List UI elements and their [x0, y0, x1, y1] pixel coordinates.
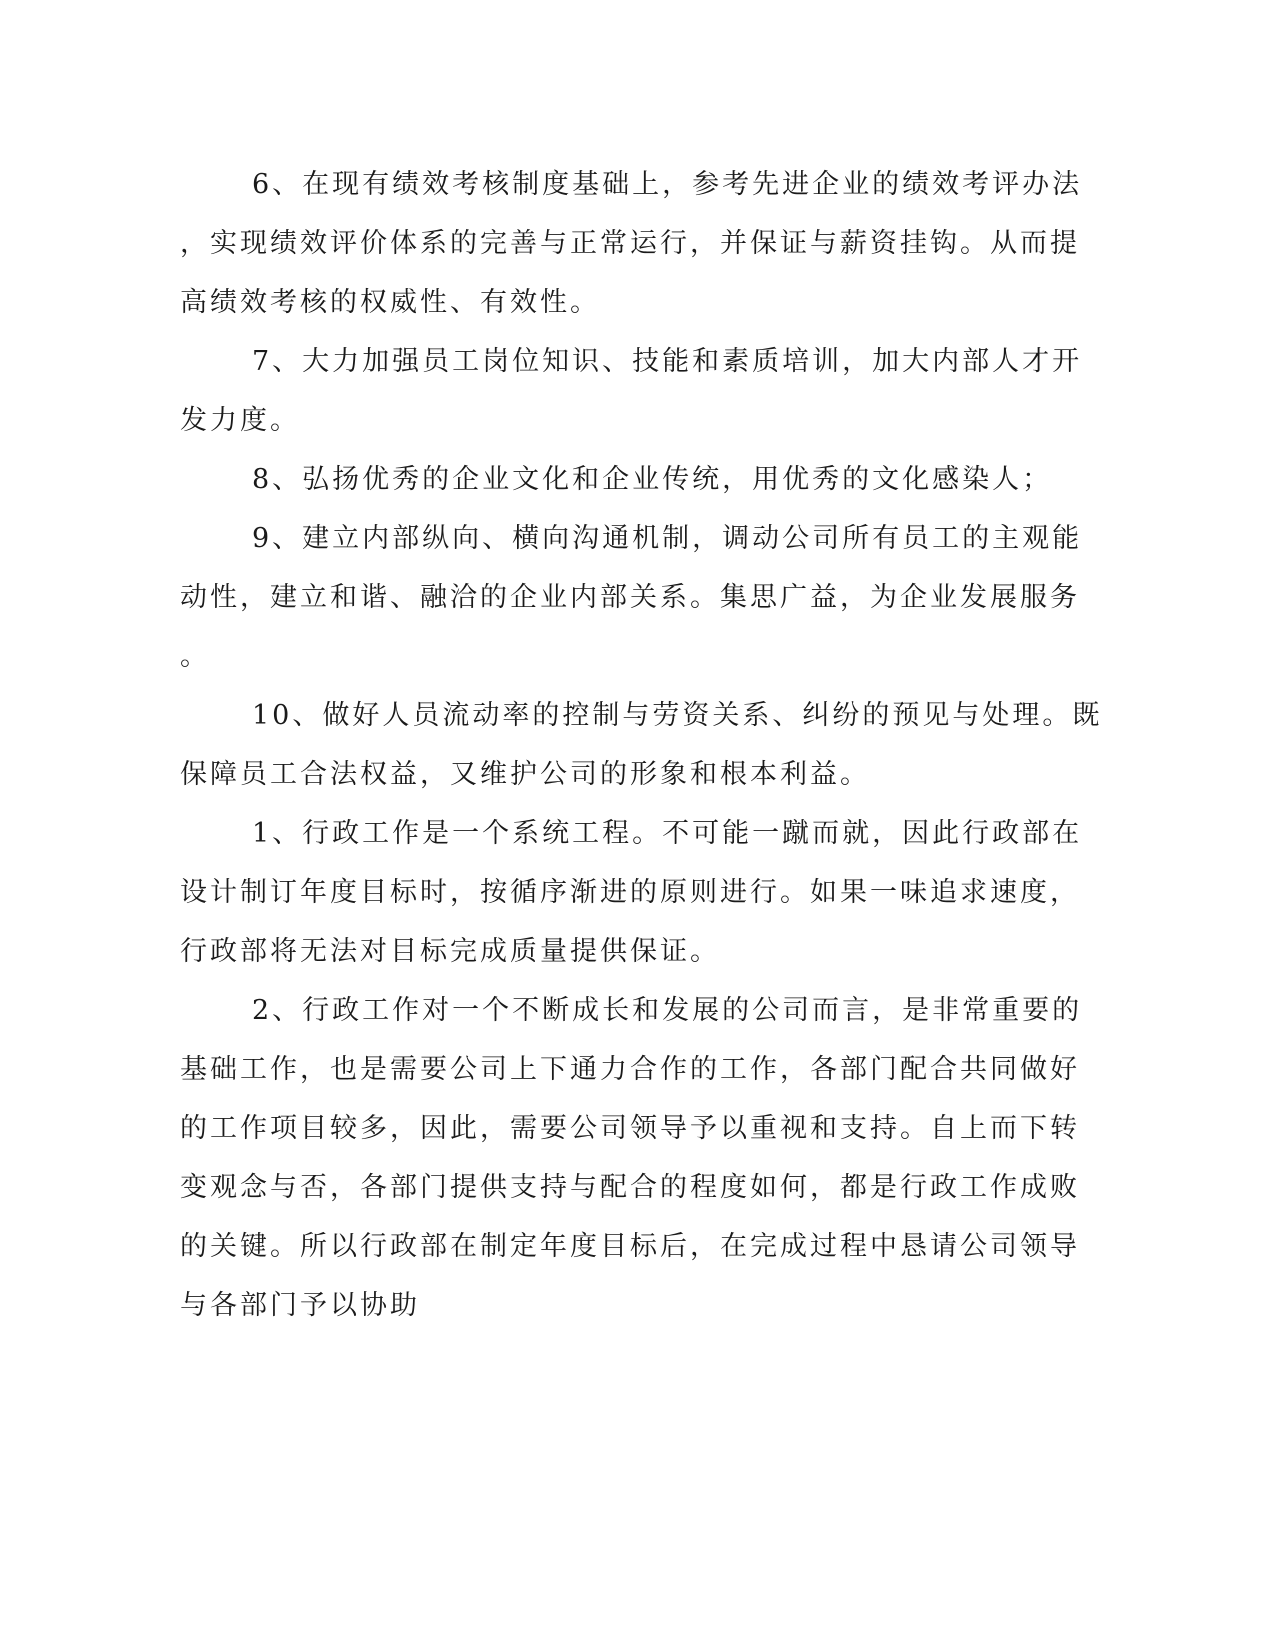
- paragraph-item-10: [180, 686, 1103, 804]
- paragraph-item-6: [180, 155, 1083, 332]
- text-line: 保障员工合法权益，又维护公司的形象和根本利益。: [180, 759, 870, 790]
- text-line: 设计制订年度目标时，按循序渐进的原则进行。如果一味追求速度，: [180, 877, 1080, 908]
- text-line: 变观念与否，各部门提供支持与配合的程度如何，都是行政工作成败: [180, 1172, 1080, 1203]
- text-line: 。: [180, 641, 210, 672]
- text-line: ，实现绩效评价体系的完善与正常运行，并保证与薪资挂钩。从而提: [180, 228, 1080, 259]
- paragraph-item-8: [180, 450, 1053, 509]
- text-line: 高绩效考核的权威性、有效性。: [180, 287, 600, 318]
- paragraph-item-2: [180, 981, 1083, 1335]
- text-line: 与各部门予以协助: [180, 1290, 420, 1321]
- text-line: 2、行政工作对一个不断成长和发展的公司而言，是非常重要的: [252, 995, 1083, 1026]
- text-line: 6、在现有绩效考核制度基础上，参考先进企业的绩效考评办法: [252, 169, 1083, 200]
- paragraph-item-9: [180, 509, 1083, 686]
- text-line: 9、建立内部纵向、横向沟通机制，调动公司所有员工的主观能: [252, 523, 1083, 554]
- text-line: 7、大力加强员工岗位知识、技能和素质培训，加大内部人才开: [252, 346, 1083, 377]
- text-line: 动性，建立和谐、融洽的企业内部关系。集思广益，为企业发展服务: [180, 582, 1080, 613]
- text-line: 8、弘扬优秀的企业文化和企业传统，用优秀的文化感染人；: [252, 464, 1053, 495]
- paragraph-item-1: [180, 804, 1083, 981]
- text-line: 1、行政工作是一个系统工程。不可能一蹴而就，因此行政部在: [252, 818, 1083, 849]
- text-line: 行政部将无法对目标完成质量提供保证。: [180, 936, 720, 967]
- document-body: [180, 155, 1103, 1335]
- text-line: 的关键。所以行政部在制定年度目标后，在完成过程中恳请公司领导: [180, 1231, 1080, 1262]
- text-line: 发力度。: [180, 405, 300, 436]
- text-line: 的工作项目较多，因此，需要公司领导予以重视和支持。自上而下转: [180, 1113, 1080, 1144]
- paragraph-item-7: [180, 332, 1083, 450]
- text-line: 10、做好人员流动率的控制与劳资关系、纠纷的预见与处理。既: [252, 700, 1103, 731]
- text-line: 基础工作，也是需要公司上下通力合作的工作，各部门配合共同做好: [180, 1054, 1080, 1085]
